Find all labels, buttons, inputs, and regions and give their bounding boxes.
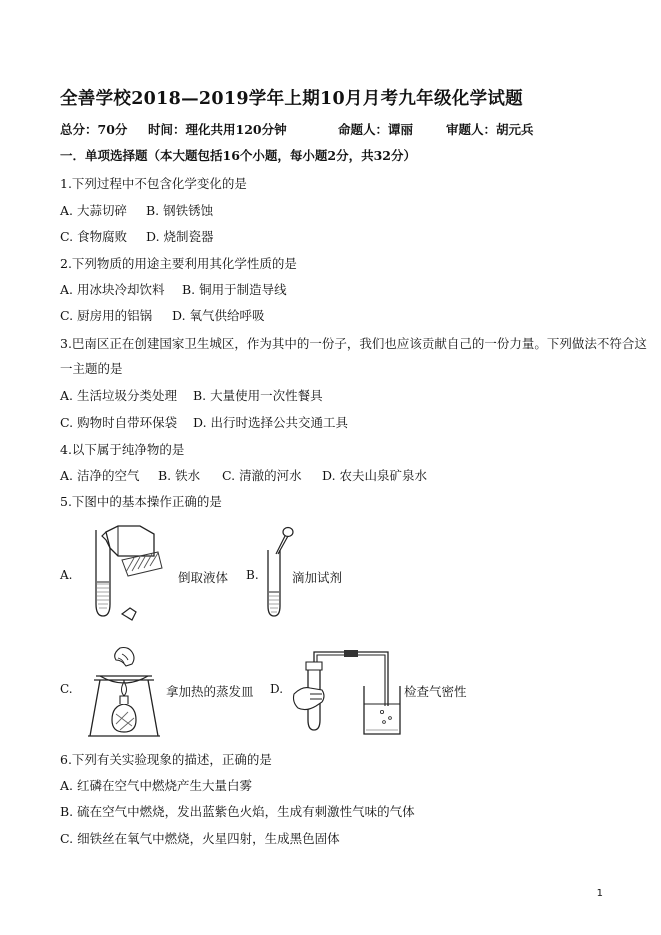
q2-option-c: C. 厨房用的铝锅 bbox=[60, 308, 153, 323]
q3-option-a: A. 生活垃圾分类处理 bbox=[60, 388, 177, 403]
question-reviewer: 审题人：胡元兵 bbox=[446, 122, 534, 137]
q5-option-c-label: C. bbox=[60, 682, 73, 696]
page-number: 1 bbox=[596, 888, 603, 899]
question-5-stem: 5.下图中的基本操作正确的是 bbox=[60, 494, 222, 509]
q4-option-b: B. 铁水 bbox=[158, 468, 201, 483]
question-2-stem: 2.下列物质的用途主要利用其化学性质的是 bbox=[60, 256, 297, 271]
question-3-stem-line1: 3.巴南区正在创建国家卫生城区，作为其中的一份子，我们也应该贡献自己的一份力量。下列做法不符合这 bbox=[60, 336, 647, 351]
q6-option-b: B. 硫在空气中燃烧，发出蓝紫色火焰，生成有刺激性气味的气体 bbox=[60, 804, 415, 819]
q5-caption-d: 检查气密性 bbox=[404, 684, 467, 699]
q2-option-d: D. 氧气供给呼吸 bbox=[172, 308, 265, 323]
q6-option-c: C. 细铁丝在氧气中燃烧，火星四射，生成黑色固体 bbox=[60, 831, 340, 846]
page-title: 全善学校2018—2019学年上期10月月考九年级化学试题 bbox=[60, 89, 523, 109]
question-4-stem: 4.以下属于纯净物的是 bbox=[60, 442, 185, 457]
q1-option-b: B. 钢铁锈蚀 bbox=[146, 203, 214, 218]
airtightness-check-figure bbox=[288, 646, 406, 740]
q5-caption-a: 倒取液体 bbox=[178, 570, 229, 585]
q3-option-d: D. 出行时选择公共交通工具 bbox=[193, 415, 349, 430]
q1-option-a: A. 大蒜切碎 bbox=[60, 203, 127, 218]
q5-option-a-label: A. bbox=[60, 568, 73, 582]
q2-option-a: A. 用冰块冷却饮料 bbox=[60, 282, 165, 297]
question-6-stem: 6.下列有关实验现象的描述，正确的是 bbox=[60, 752, 272, 767]
q3-option-c: C. 购物时自带环保袋 bbox=[60, 415, 178, 430]
q4-option-d: D. 农夫山泉矿泉水 bbox=[322, 468, 428, 483]
q5-option-b-label: B. bbox=[246, 568, 259, 582]
question-3-stem-line2: 一主题的是 bbox=[60, 361, 123, 376]
evaporating-dish-figure bbox=[86, 646, 162, 738]
q5-option-d-label: D. bbox=[270, 682, 284, 696]
q5-caption-c: 拿加热的蒸发皿 bbox=[166, 684, 254, 699]
exam-time: 时间：理化共用120分钟 bbox=[148, 122, 287, 137]
total-score: 总分：70分 bbox=[60, 122, 128, 137]
q5-caption-b: 滴加试剂 bbox=[292, 570, 343, 585]
q2-option-b: B. 铜用于制造导线 bbox=[182, 282, 287, 297]
q4-option-c: C. 清澈的河水 bbox=[222, 468, 302, 483]
pouring-liquid-figure bbox=[78, 522, 168, 622]
q6-option-a: A. 红磷在空气中燃烧产生大量白雾 bbox=[60, 778, 252, 793]
question-author: 命题人：谭丽 bbox=[338, 122, 414, 137]
q4-option-a: A. 洁净的空气 bbox=[60, 468, 140, 483]
q1-option-c: C. 食物腐败 bbox=[60, 229, 128, 244]
section-heading: 一．单项选择题（本大题包括16个小题，每小题2分，共32分） bbox=[60, 148, 416, 163]
q3-option-b: B. 大量使用一次性餐具 bbox=[193, 388, 323, 403]
question-1-stem: 1.下列过程中不包含化学变化的是 bbox=[60, 176, 247, 191]
q1-option-d: D. 烧制瓷器 bbox=[146, 229, 214, 244]
